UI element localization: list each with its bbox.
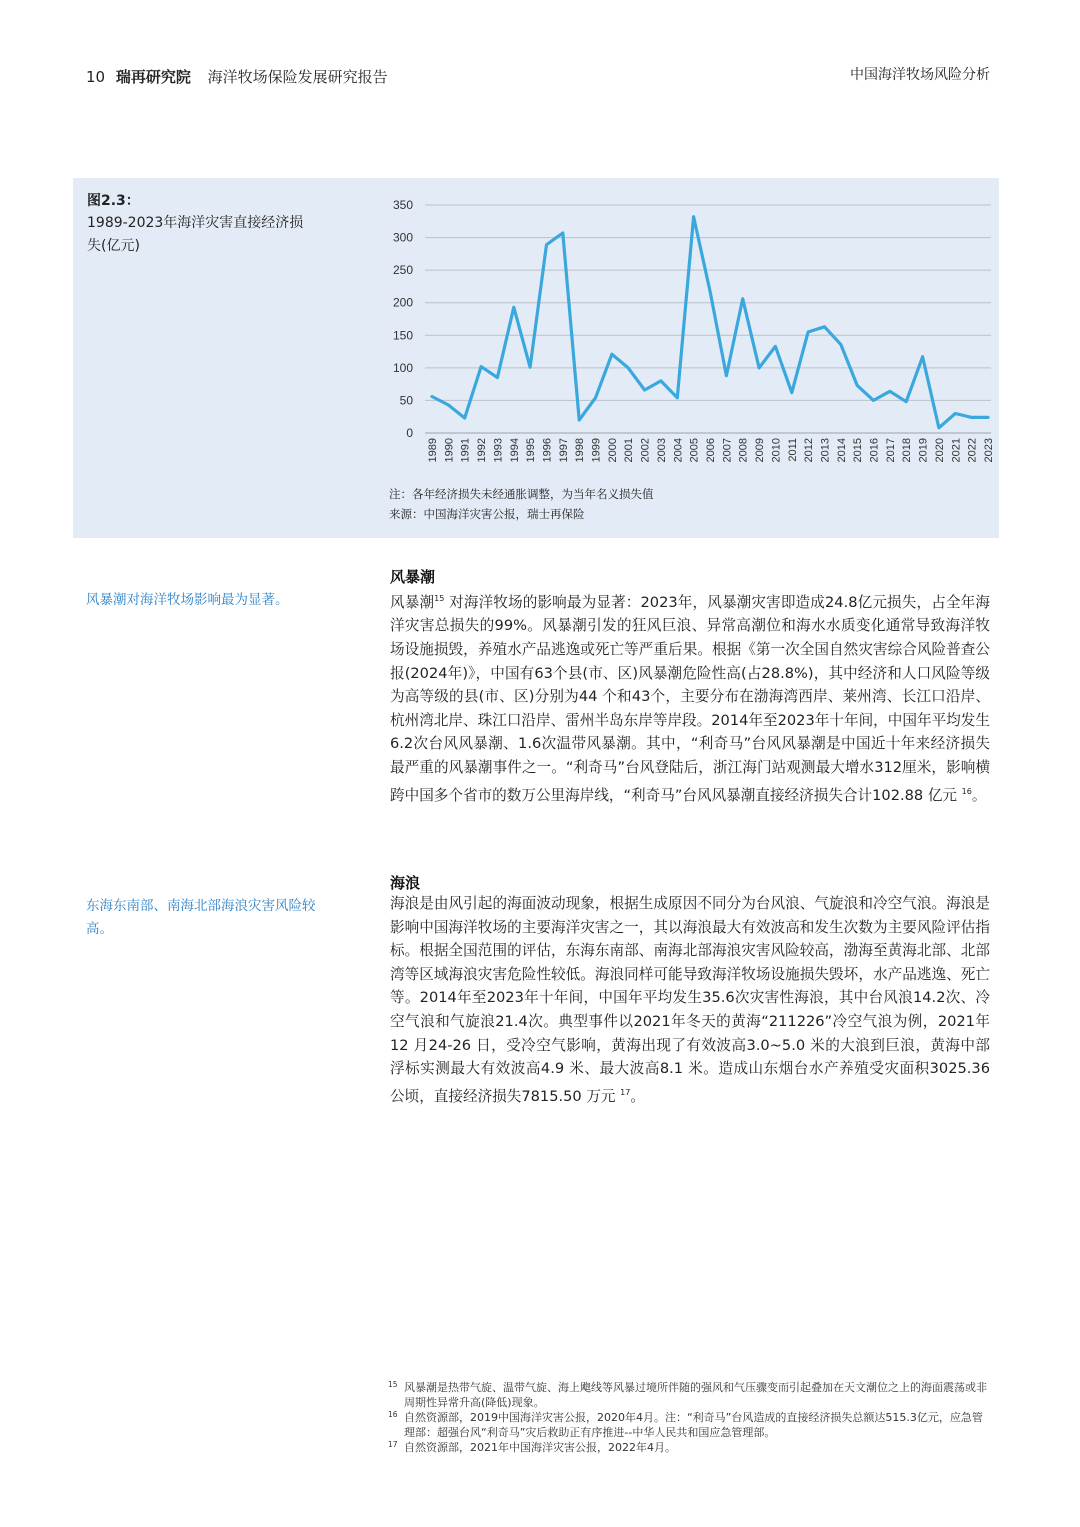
footnote-ref: 17 [620, 1087, 631, 1097]
x-tick-label: 2023 [983, 438, 995, 463]
footnote-ref: 16 [961, 786, 972, 796]
sidenote-storm-surge: 风暴潮对海洋牧场影响最为显著。 [86, 592, 289, 608]
figure-note: 注：各年经济损失未经通胀调整，为当年名义损失值 [389, 487, 654, 501]
paragraph-body: 海浪是由风引起的海面波动现象，根据生成原因不同分为台风浪、气旋浪和冷空气浪。海浪是影响中国海洋牧场的主要海洋灾害之一，其以海浪最大有效波高和发生次数为主要风险评估指标。根据全国范围的评估，东海东南部、南海北部海浪灾害风险较高，渤海至黄海北部、北部湾等区域海浪灾害危险性较低。海浪同样可能导致海洋牧场设施损失毁坏，水产品逃逸、死亡等。2014年至2023年十年间，中国年平均发生35.6次灾害性海浪，其中台风浪14.2次、冷空气浪和气旋浪21.4次。典型事件以2021年冬天的黄海“211226”冷空气浪为例，2021年12 月24-26 日，受冷空气影响，黄海出现了有效波高3.0~5.0 米的大浪到巨浪，黄海中部浮标实测最大有效波高4.9 米、最大波高8.1 米。造成山东烟台水产养殖受灾面积3025.36 公顷，直接经济损失7815.50 万元 [390, 895, 990, 1105]
page-header [86, 66, 388, 87]
x-tick-label: 1997 [557, 437, 570, 463]
heading-storm-surge: 风暴潮 [390, 568, 436, 586]
series-line [432, 217, 988, 428]
paragraph-waves [390, 892, 990, 1108]
footnote [388, 1410, 993, 1440]
y-tick-label: 300 [392, 230, 413, 245]
footnote-text: 自然资源部，2021年中国海洋灾害公报，2022年4月。 [404, 1441, 676, 1454]
x-tick-label: 2000 [606, 438, 619, 463]
figure-panel [73, 178, 999, 538]
x-tick-label: 2002 [639, 438, 652, 463]
x-tick-label: 1989 [427, 438, 439, 463]
paragraph-body: 对海洋牧场的影响最为显著：2023年，风暴潮灾害即造成24.8亿元损失，占全年海洋灾害总损失的99%。风暴潮引发的狂风巨浪、异常高潮位和海水水质变化通常导致海洋牧场设施损毁，养殖水产品逃逸或死亡等严重后果。根据《第一次全国自然灾害综合风险普查公报(2024年)》，中国有63个县(市、区)风暴潮危险性高(占28.8%)，其中经济和人口风险等级为高等级的县(市、区)分别为44 个和43个，主要分布在渤海湾西岸、莱州湾、长江口沿岸、杭州湾北岸、珠江口沿岸、雷州半岛东岸等岸段。2014年至2023年十年间，中国年平均发生6.2次台风风暴潮、1.6次温带风暴潮。其中，“利奇马”台风风暴潮是中国近十年来经济损失最严重的风暴潮事件之一。“利奇马”台风登陆后，浙江海门站观测最大增水312厘米，影响横跨中国多个省市的数万公里海岸线，“利奇马”台风风暴潮直接经济损失合计102.88 亿元 [390, 593, 990, 804]
paragraph-lead: 风暴潮 [390, 593, 435, 611]
x-tick-label: 2020 [933, 438, 946, 463]
x-tick-label: 2006 [705, 438, 717, 463]
x-tick-label: 1990 [443, 438, 456, 463]
x-tick-label: 2009 [754, 438, 767, 463]
y-tick-label: 250 [392, 263, 413, 278]
x-tick-label: 2005 [688, 438, 701, 463]
y-tick-label: 350 [392, 198, 413, 212]
x-tick-label: 1994 [508, 438, 521, 463]
organization-name: 瑞再研究院 [115, 68, 191, 86]
x-tick-label: 2004 [672, 438, 685, 463]
x-tick-label: 1999 [590, 438, 603, 463]
footnote-ref: 15 [434, 594, 445, 603]
footnote-number: 17 [388, 1440, 398, 1449]
footnote [388, 1380, 993, 1410]
line-chart [73, 178, 999, 538]
x-tick-label: 1996 [541, 438, 554, 463]
y-tick-label: 0 [406, 426, 413, 440]
x-tick-label: 1991 [459, 438, 472, 463]
footnote-text: 风暴潮是热带气旋、温带气旋、海上飑线等风暴过境所伴随的强风和气压骤变而引起叠加在天文潮位之上的海面震荡或非周期性异常升高(降低)现象。 [404, 1381, 987, 1409]
x-tick-label: 2010 [770, 438, 783, 463]
x-tick-label: 2018 [901, 438, 914, 463]
figure-title: 1989-2023年海洋灾害直接经济损失(亿元) [87, 215, 304, 254]
x-tick-label: 1998 [574, 438, 587, 463]
x-tick-label: 2007 [721, 438, 734, 463]
y-tick-label: 150 [392, 328, 413, 343]
heading-waves: 海浪 [390, 874, 421, 892]
x-tick-label: 2013 [819, 438, 832, 463]
x-tick-label: 2019 [917, 438, 930, 463]
x-tick-label: 2017 [884, 438, 897, 463]
x-tick-label: 2014 [835, 438, 848, 463]
x-tick-label: 2015 [852, 438, 865, 463]
x-tick-label: 1993 [492, 438, 505, 463]
sidenote-waves: 东海东南部、南海北部海浪灾害风险较高。 [86, 898, 316, 937]
x-tick-label: 2003 [655, 438, 668, 463]
y-tick-label: 100 [392, 360, 413, 375]
footnote [388, 1440, 993, 1455]
footnote-number: 16 [388, 1410, 398, 1419]
x-tick-label: 2012 [803, 438, 816, 463]
paragraph-tail: 。 [630, 1087, 645, 1105]
section-title: 中国海洋牧场风险分析 [850, 67, 990, 83]
y-tick-label: 50 [399, 393, 413, 408]
footnote-text: 自然资源部，2019中国海洋灾害公报，2020年4月。注：“利奇马”台风造成的直接经济损失总额达515.3亿元，应急管理部：超强台风“利奇马”灾后救助正有序推进--中华人民共和国应急管理部。 [404, 1411, 983, 1439]
x-tick-label: 1995 [525, 438, 538, 463]
x-tick-label: 2021 [950, 438, 963, 463]
x-tick-label: 2008 [737, 438, 750, 463]
y-tick-label: 200 [392, 295, 413, 310]
figure-source: 来源：中国海洋灾害公报，瑞士再保险 [389, 507, 585, 521]
x-tick-label: 2001 [623, 438, 636, 463]
paragraph-storm-surge [390, 587, 990, 807]
paragraph-tail: 。 [971, 786, 987, 804]
x-tick-label: 2022 [966, 438, 979, 463]
x-tick-label: 2011 [786, 438, 799, 462]
report-title: 海洋牧场保险发展研究报告 [207, 68, 388, 86]
x-tick-label: 1992 [476, 438, 489, 463]
x-tick-label: 2016 [868, 438, 881, 463]
page-number: 10 [86, 68, 106, 86]
footnote-number: 15 [388, 1380, 398, 1389]
footnotes [388, 1380, 993, 1455]
figure-label: 图2.3： [87, 193, 140, 209]
